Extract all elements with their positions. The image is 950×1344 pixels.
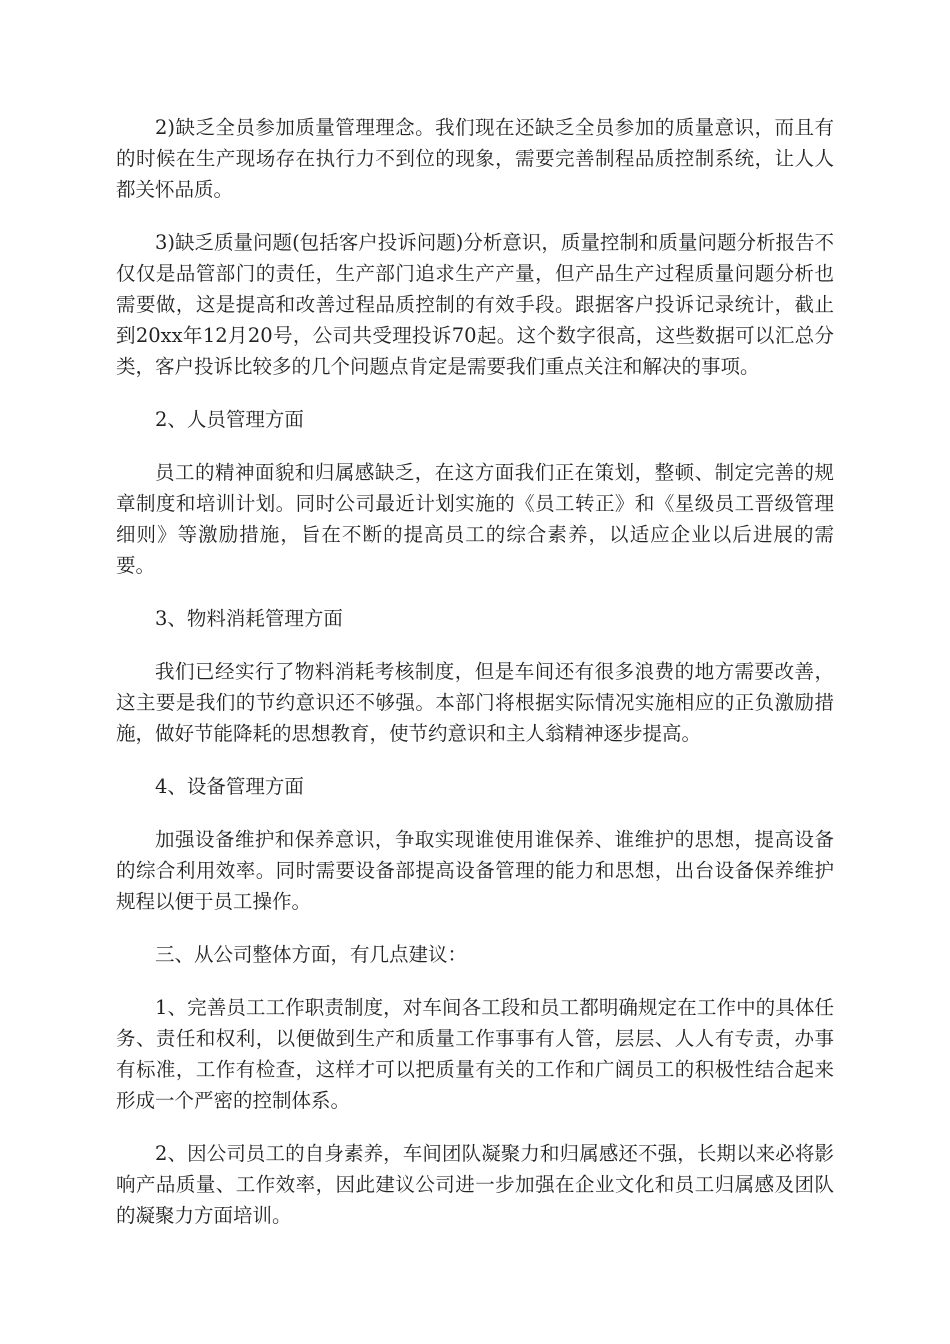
- paragraph-suggestion-1: 1、完善员工工作职责制度，对车间各工段和员工都明确规定在工作中的具体任务、责任和权利，以便做到生产和质量工作事事有人管，层层、人人有专责，办事有标准，工作有检查，这样才可以把质量有关的工作和广阔员工的积极性结合起来形成一个严密的控制体系。: [116, 996, 834, 1112]
- paragraph-suggestion-2: 2、因公司员工的自身素养，车间团队凝聚力和归属感还不强，长期以来必将影响产品质量、工作效率，因此建议公司进一步加强在企业文化和员工归属感及团队的凝聚力方面培训。: [116, 1142, 834, 1227]
- paragraph-lack-analysis-awareness: 3)缺乏质量问题(包括客户投诉问题)分析意识，质量控制和质量问题分析报告不仅仅是品管部门的责任，生产部门追求生产产量，但产品生产过程质量问题分析也需要做，这是提高和改善过程品质控制的有效手段。跟据客户投诉记录统计，截止到20xx年12月20号，公司共受理投诉70起。这个数字很高，这些数据可以汇总分类，客户投诉比较多的几个问题点肯定是需要我们重点关注和解决的事项。: [116, 231, 834, 378]
- paragraph-personnel-management: 员工的精神面貌和归属感缺乏，在这方面我们正在策划，整顿、制定完善的规章制度和培训计划。同时公司最近计划实施的《员工转正》和《星级员工晋级管理细则》等激励措施，旨在不断的提高员工的综合素养，以适应企业以后进展的需要。: [116, 461, 834, 577]
- paragraph-lack-full-participation: 2)缺乏全员参加质量管理理念。我们现在还缺乏全员参加的质量意识，而且有的时候在生产现场存在执行力不到位的现象，需要完善制程品质控制系统，让人人都关怀品质。: [116, 116, 834, 201]
- heading-material-consumption: 3、物料消耗管理方面: [155, 607, 343, 630]
- paragraph-equipment-management: 加强设备维护和保养意识，争取实现谁使用谁保养、谁维护的思想，提高设备的综合利用效率。同时需要设备部提高设备管理的能力和思想，出台设备保养维护规程以便于员工操作。: [116, 828, 834, 913]
- heading-equipment-management: 4、设备管理方面: [155, 775, 304, 798]
- document-body: [116, 112, 834, 1253]
- heading-company-suggestions: 三、从公司整体方面，有几点建议：: [155, 943, 468, 966]
- heading-personnel-management: 2、人员管理方面: [155, 408, 304, 431]
- paragraph-material-consumption: 我们已经实行了物料消耗考核制度，但是车间还有很多浪费的地方需要改善，这主要是我们的节约意识还不够强。本部门将根据实际情况实施相应的正负激励措施，做好节能降耗的思想教育，使节约意识和主人翁精神逐步提高。: [116, 660, 834, 745]
